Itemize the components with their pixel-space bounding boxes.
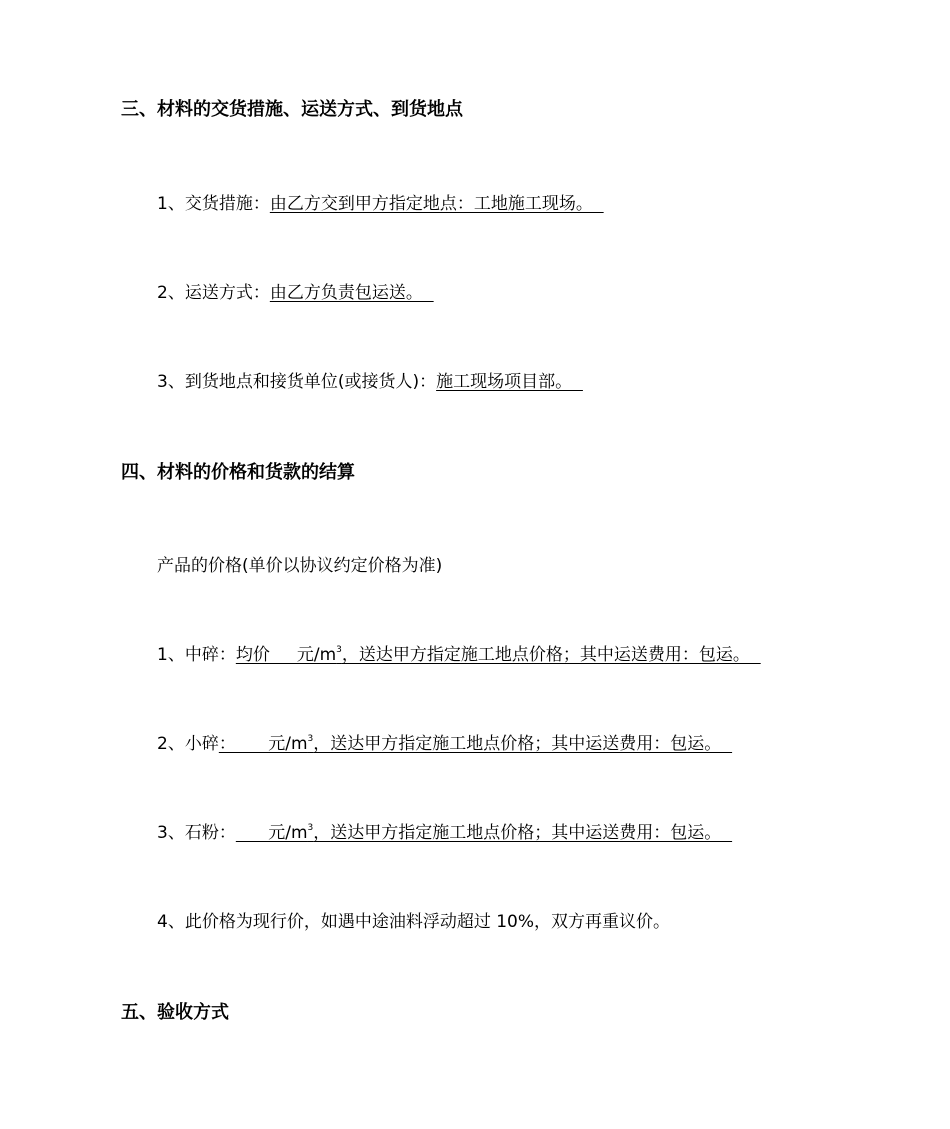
delivery-location-label: 3、到货地点和接货单位(或接货人)： <box>157 372 437 392</box>
small-gravel-label: 2、小碎 <box>157 734 219 754</box>
stone-powder-label: 3、石粉： <box>157 823 236 843</box>
stone-powder-price-value: 元$/m^3$，送达甲方指定施工地点价格；其中运送费用：包运。 <box>235 823 733 843</box>
medium-gravel-price-value: 均价 元$/m^3$，送达甲方指定施工地点价格；其中运送费用：包运。 <box>235 645 761 665</box>
section-4-heading: 四、材料的价格和货款的结算 <box>121 462 355 483</box>
delivery-method-label: 1、交货措施： <box>157 194 270 214</box>
transport-method-value: 由乙方负责包运送。 <box>269 283 434 303</box>
delivery-method-value: 由乙方交到甲方指定地点：工地施工现场。 <box>269 194 604 214</box>
transport-method-line <box>157 282 434 304</box>
medium-gravel-label: 1、中碎： <box>157 645 236 665</box>
transport-method-label: 2、运送方式： <box>157 283 270 303</box>
medium-gravel-price-line <box>157 644 761 666</box>
delivery-location-line <box>157 371 583 393</box>
small-gravel-price-value: ： 元$/m^3$，送达甲方指定施工地点价格；其中运送费用：包运。 <box>218 734 733 754</box>
delivery-location-value: 施工现场项目部。 <box>436 372 583 392</box>
section-3-heading: 三、材料的交货措施、运送方式、到货地点 <box>121 99 463 120</box>
stone-powder-price-line <box>157 822 732 844</box>
price-intro: 产品的价格(单价以协议约定价格为准) <box>157 556 443 576</box>
price-adjustment-clause: 4、此价格为现行价，如遇中途油料浮动超过 10%，双方再重议价。 <box>157 912 671 932</box>
delivery-method-line <box>157 193 604 215</box>
small-gravel-price-line <box>157 733 732 755</box>
section-5-heading: 五、验收方式 <box>121 1002 229 1023</box>
